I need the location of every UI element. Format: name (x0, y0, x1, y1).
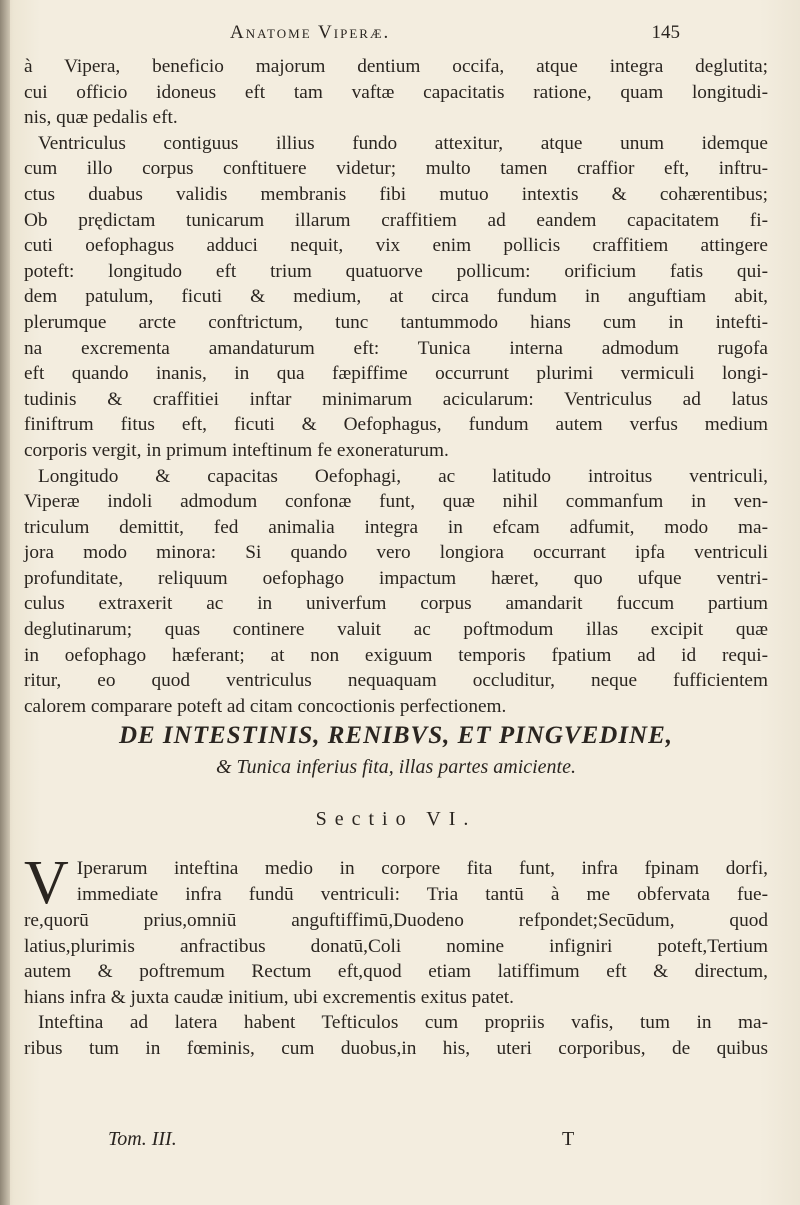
text-line: jora modo minora: Si quando vero longiora occurrant ipfa ventriculi (24, 542, 768, 564)
text-line: re,quorū prius,omniū anguftiffimū,Duodeno refpondet;Secūdum, quod (24, 910, 768, 931)
signature-line (24, 1128, 768, 1158)
text-line: cui officio idoneus eft tam vaftæ capacitatis ratione, quam longitudi- (24, 81, 768, 103)
section-subtitle: & Tunica inferius fita, illas partes amiciente. (216, 756, 576, 778)
running-title: Anatome Viperæ. (230, 22, 391, 43)
text-line: na excrementa amandaturum eft: Tunica interna admodum rugofa (24, 337, 768, 359)
text-line: ctus duabus validis membranis fibi mutuo intextis & cohærentibus; (24, 183, 768, 205)
text-line: poteft: longitudo eft trium quatuorve pollicum: orificium fatis qui- (24, 260, 768, 282)
text-line: ribus tum in fœminis, cum duobus,in his, uteri corporibus, de quibus (24, 1037, 768, 1059)
text-line: immediate infra fundū ventriculi: Tria tantū à me obfervata fue- (76, 883, 768, 905)
text-line: eft quando inanis, in qua fæpiffime occurrunt plurimi vermiculi longi- (24, 363, 768, 385)
text-line: cuti oefophagus adduci nequit, vix enim pollicis craffitiem attingere (24, 235, 768, 257)
section-number: Sectio VI. (315, 808, 477, 830)
book-gutter (0, 0, 10, 1205)
text-line: corporis vergit, in primum inteftinum fe exoneraturum. (24, 439, 449, 461)
text-line: Viperæ indoli admodum confonæ funt, quæ nihil commanfum in ven- (24, 491, 768, 513)
paragraph-3 (24, 464, 768, 720)
section-heading (24, 722, 768, 779)
section-title: DE INTESTINIS, RENIBVS, ET PINGVEDINE, (118, 722, 674, 749)
text-line: Ob prędictam tunicarum illarum craffitiem ad eandem capacitatem fi- (24, 209, 768, 231)
text-line: finiftrum fitus eft, ficuti & Oefophagus, fundum autem verfus medium (24, 414, 768, 436)
text-line: deglutinarum; quas continere valuit ac poftmodum illas excipit quæ (24, 619, 768, 641)
section-paragraph-1 (24, 849, 768, 1010)
text-line: ritur, eo quod ventriculus nequaquam occluditur, neque fufficientem (24, 670, 768, 692)
text-line: autem & poftremum Rectum eft,quod etiam latiffimum eft & directum, (24, 961, 768, 983)
text-line: Inteftina ad latera habent Tefticulos cum propriis vafis, tum in ma- (38, 1012, 768, 1034)
text-line: dem patulum, ficuti & medium, at circa fundum in anguftiam abit, (24, 286, 768, 308)
text-line: latius,plurimis anfractibus donatū,Coli nomine infigniri poteft,Tertium (24, 935, 768, 957)
text-line: culus extraxerit ac in univerfum corpus amandarit fuccum partium (24, 593, 768, 615)
text-line: cum illo corpus conftituere videtur; multo tamen craffior eft, inftru- (24, 158, 768, 180)
text-line: profunditate, reliquum oefophago impactum hæret, quo ufque ventri- (24, 567, 768, 589)
text-line: Ventriculus contiguus illius fundo attexitur, atque unum idemque (38, 132, 768, 154)
drop-cap: V (24, 849, 69, 917)
paragraph-2 (24, 131, 768, 464)
text-line: tudinis & craffitiei inftar minimarum acicularum: Ventriculus ad latus (24, 388, 768, 410)
volume-mark: Tom. III. (108, 1128, 177, 1150)
text-line: calorem comparare poteft ad citam concoctionis perfectionem. (24, 695, 507, 717)
text-line: triculum demittit, fed animalia integra in efcam adfumit, modo ma- (24, 516, 768, 538)
text-line: Iperarum inteftina medio in corpore fita funt, infra fpinam dorfi, (76, 858, 768, 879)
text-line: in oefophago hæferant; at non exiguum temporis fpatium ad id requi- (24, 644, 768, 666)
text-line: plerumque arcte conftrictum, tunc tantummodo hians cum in intefti- (24, 311, 768, 333)
text-line: hians infra & juxta caudæ initium, ubi excrementis exitus patet. (24, 986, 514, 1008)
page-number: 145 (651, 22, 680, 43)
text-line: à Vipera, beneficio majorum dentium occifa, atque integra deglutita; (24, 56, 768, 77)
section-body (24, 849, 768, 1062)
signature-letter: T (562, 1128, 575, 1150)
paragraph-1 (24, 54, 768, 131)
text-line: Longitudo & capacitas Oefophagi, ac latitudo introitus ventriculi, (38, 465, 768, 487)
text-line: nis, quæ pedalis eft. (24, 107, 178, 129)
section-paragraph-2 (24, 1010, 768, 1061)
body-text (24, 54, 768, 719)
